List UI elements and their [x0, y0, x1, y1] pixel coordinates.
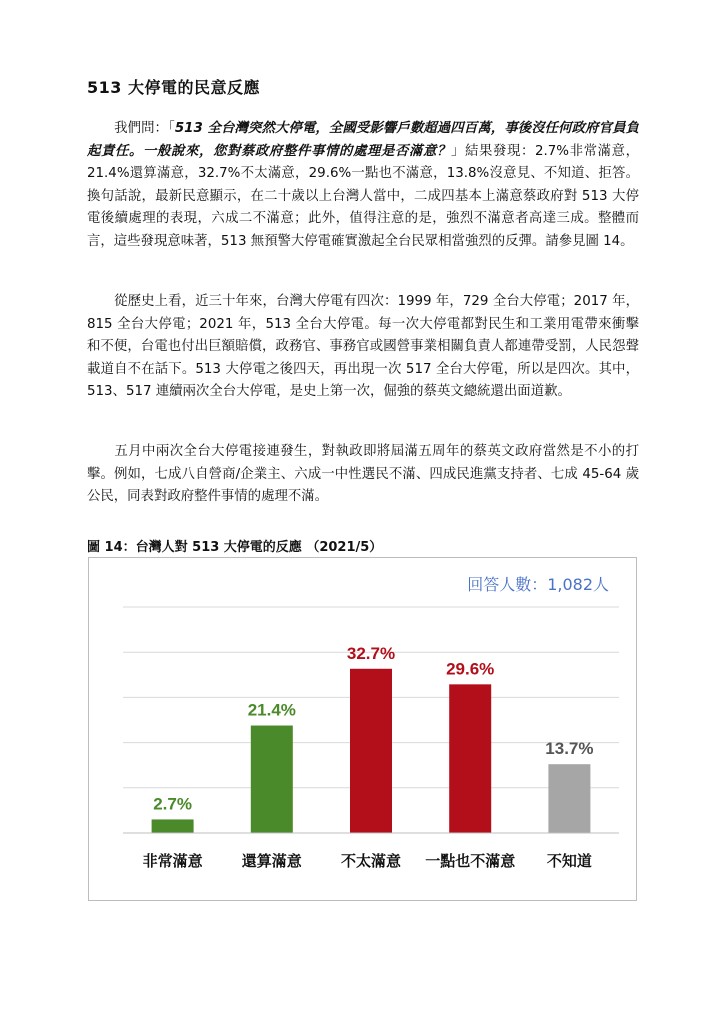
bar-5 [548, 764, 590, 833]
result-text: 」結果發現：2.7%非常滿意，21.4%還算滿意，32.7%不太滿意，29.6%一點也不滿意，13.8%沒意見、不知道、拒答。換句話說，最新民意顯示，在二十歲以上台灣人當中，二成四基本上滿意蔡政府對 513 大停電後續處理的表現，六成二不滿意；此外，值得注意的是，強烈不滿意者高達三成。整體而言，這些發現意味著，513 無預警大停電確實激起全台民眾相當強烈的反彈。請參見圖 14。 [87, 143, 639, 249]
data-label-5: 13.7% [545, 739, 594, 759]
data-label-4: 29.6% [446, 659, 495, 679]
question-lead: 我們問：「 [114, 121, 175, 136]
category-label-5: 不知道 [546, 852, 592, 870]
data-label-3: 32.7% [346, 643, 396, 663]
impact-text: 五月中兩次全台大停電接連發生，對執政即將屆滿五周年的蔡英文政府當然是不小的打擊。例如，七成八自營商/企業主、六成一中性選民不滿、四成民進黨支持者、七成 45-64 歲公民，同表對政府整件事情的處理不滿。 [87, 444, 639, 505]
figure-caption: 圖 14：台灣人對 513 大停電的反應 （2021/5） [87, 540, 383, 555]
bar-1 [152, 819, 194, 833]
respondents-annotation: 回答人數：1,082人 [467, 575, 609, 594]
paragraph-history [87, 291, 639, 404]
category-label-2: 還算滿意 [241, 852, 302, 870]
paragraph-survey-result [87, 118, 639, 254]
bar-chart [89, 558, 636, 900]
section-heading: 513 大停電的民意反應 [87, 78, 260, 97]
chart-frame [88, 557, 637, 901]
data-label-2: 21.4% [247, 700, 296, 720]
category-label-3: 不太滿意 [340, 852, 402, 870]
history-text: 從歷史上看，近三十年來，台灣大停電有四次：1999 年，729 全台大停電；2017 年，815 全台大停電；2021 年，513 全台大停電。每一次大停電都對民生和工業用電帶來衝擊和不便，台電也付出巨額賠償，政務官、事務官或國營事業相關負責人都連帶受罰，人民怨聲載道自不在話下。513 大停電之後四天，再出現一次 517 全台大停電，所以是四次。其中，513、517 連續兩次全台大停電，是史上第一次，倔強的蔡英文總統還出面道歉。 [87, 294, 639, 400]
paragraph-impact [87, 441, 639, 509]
data-label-1: 2.7% [153, 794, 192, 814]
survey-question: 513 全台灣突然大停電，全國受影響戶數超過四百萬，事後沒任何政府官員負起責任。一般說來，您對蔡政府整件事情的處理是否滿意？ [87, 121, 639, 159]
bar-4 [449, 684, 491, 833]
category-label-1: 非常滿意 [142, 852, 203, 870]
bar-2 [251, 726, 293, 833]
category-label-4: 一點也不滿意 [425, 852, 516, 870]
bar-3 [350, 669, 392, 833]
